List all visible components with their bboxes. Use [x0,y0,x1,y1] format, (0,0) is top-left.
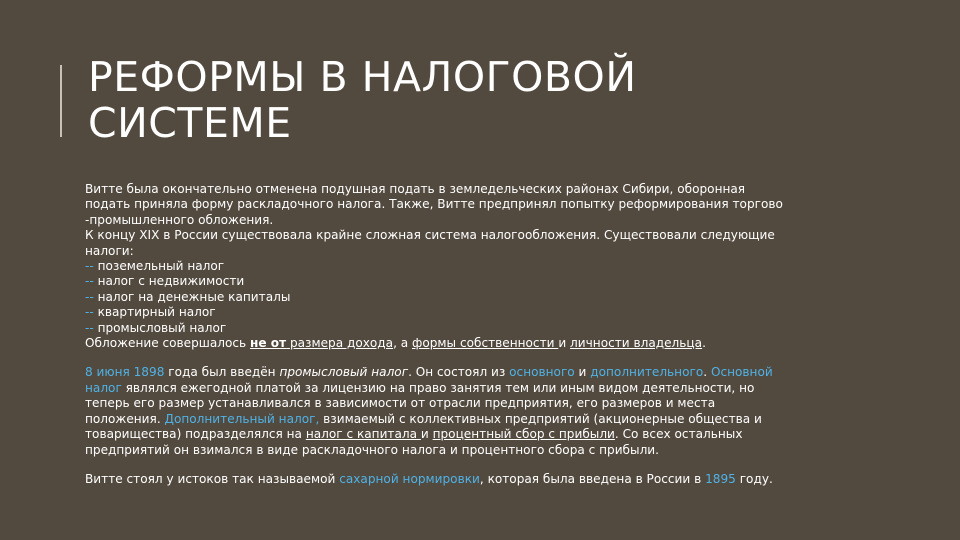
text-line: положения. Дополнительный налог, взимаемый с коллективных предприятий (акционерные общества и [85,411,762,426]
list-marker: -- [85,274,94,289]
capital-tax-link[interactable]: налог с капитала [305,427,421,442]
paragraph-trade-tax [85,365,865,457]
slide-title [88,54,888,146]
trade-tax-term: промысловый налог [279,365,409,380]
main-tax-link[interactable]: налог [85,380,122,395]
additional-tax-link[interactable]: Дополнительный налог, [164,411,320,426]
paragraph-witte-reform [85,182,865,259]
title-line-2: СИСТЕМЕ [88,99,292,147]
text-line: 8 июня 1898 года был введён промысловый налог. Он состоял из основного и дополнительного. Основной [85,365,773,380]
list-marker: -- [85,320,94,335]
emphasis-not-from: не от [250,336,287,351]
list-item: -- промысловый налог [85,320,227,335]
additional-link[interactable]: дополнительного [590,365,704,380]
paragraph-sugar-rationing: Витте стоял у истоков так называемой сахарной нормировки, которая была введена в России в 1895 году. [85,471,773,486]
list-marker: -- [85,289,94,304]
list-item: -- налог с недвижимости [85,274,245,289]
text-line: К концу XIX в России существовала крайне сложная система налогообложения. Существовали следующие [85,228,775,243]
slide-body [85,182,865,487]
main-link[interactable]: основного [509,365,575,380]
list-marker: -- [85,305,94,320]
paragraph-spacer [85,351,865,365]
list-item: -- налог на денежные капиталы [85,289,291,304]
text-line: предприятий он взимался в виде раскладочного налога и процентного сбора с прибыли. [85,442,659,457]
title-line-1: РЕФОРМЫ В НАЛОГОВОЙ [88,53,637,101]
title-accent-bar [60,65,62,137]
text-line: товарищества) подразделялся на налог с капитала и процентный сбор с прибыли. Со всех остальных [85,427,743,442]
text-line: подать приняла форму раскладочного налога. Также, Витте предпринял попытку реформирования торгово [85,197,783,212]
text-line: налог являлся ежегодной платой за лицензию на право занятия тем или иным видом деятельности, но [85,380,755,395]
owner-personality-link[interactable]: личности владельца [570,336,703,351]
main-tax-link[interactable]: Основной [710,365,773,380]
ownership-link[interactable]: формы собственности [412,336,559,351]
income-link[interactable]: размера дохода [286,336,394,351]
sugar-rationing-link[interactable]: сахарной нормировки [339,471,480,486]
list-marker: -- [85,259,94,274]
list-item: -- квартирный налог [85,305,216,320]
date-link[interactable]: 8 июня 1898 [85,365,165,380]
list-item: -- поземельный налог [85,259,225,274]
text-line: -промышленного обложения. [85,212,274,227]
paragraph-spacer [85,458,865,472]
tax-list [85,259,865,336]
text-line: Витте была окончательно отменена подушная подать в земледельческих районах Сибири, оборонная [85,182,746,196]
percent-fee-link[interactable]: процентный сбор с прибыли [432,427,615,442]
text-line: теперь его размер устанавливался в зависимости от отрасли предприятия, его размеров и места [85,396,716,411]
year-link[interactable]: 1895 [705,471,736,486]
taxation-basis-line: Обложение совершалось не от размера дохода, а формы собственности и личности владельца. [85,336,706,351]
text-line: налоги: [85,243,134,258]
